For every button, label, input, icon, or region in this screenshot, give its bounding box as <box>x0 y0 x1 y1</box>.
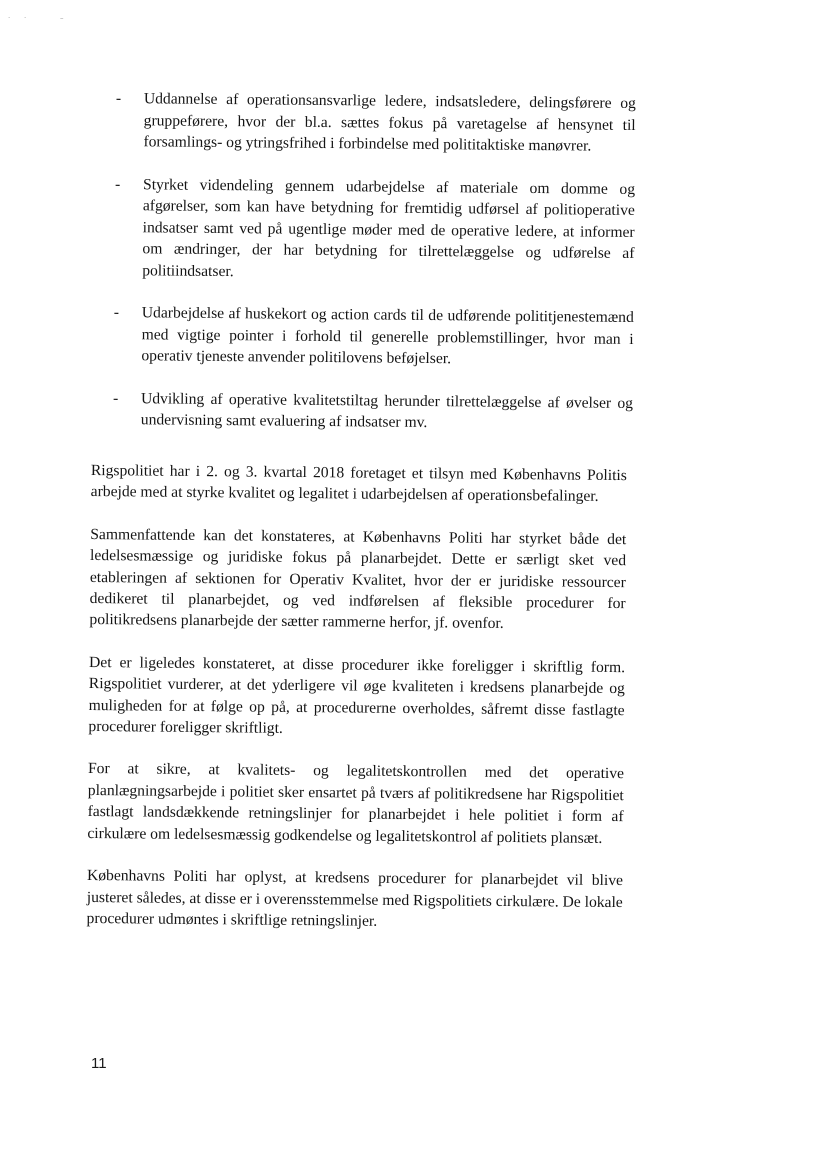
list-item <box>114 173 635 285</box>
bullet-text: Udvikling af operative kvalitetstiltag herunder tilrettelæggelse af øvelser og undervisning samt evaluering af indsatser mv. <box>140 389 634 432</box>
bullet-marker: - <box>114 175 121 193</box>
paragraph: Det er ligeledes konstateret, at disse procedurer ikke foreligger i skriftlig form. Rigspolitiet vurderer, at det yderligere vil øge kvaliteten i kredsens planarbejde og muligheden for at følge op på, at procedurerne overholdes, såfremt disse fastlagte procedurer foreligger skriftligt. <box>88 653 626 737</box>
scan-speck: · <box>8 14 11 22</box>
bullet-text: Styrket videndeling gennem udarbejdelse af materiale om domme og afgørelser, som kan have betydning for fremtidig udførsel af politioperative indsatser samt ved på ugentlige møder med de operative ledere, at informer om ændringer, der har betydning for tilrettelæggelse og udførelse af politiindsatser. <box>142 175 636 280</box>
bullet-marker: - <box>113 303 120 322</box>
scan-speck: · <box>24 14 27 22</box>
bullet-marker: - <box>115 89 122 108</box>
page-number: 11 <box>91 1055 107 1072</box>
bullet-marker: - <box>112 389 119 407</box>
paragraph: Københavns Politi har oplyst, at kredsens procedurer for planarbejdet vil blive justeret således, at disse er i overensstemmelse med Rigspolitiets cirkulære. De lokale procedurer udmøntes i skriftlige retningslinjer. <box>86 867 624 930</box>
bullet-list <box>113 88 636 456</box>
paragraph: For at sikre, at kvalitets- og legalitetskontrollen med det operative planlægningsarbejde i politiet sker ensartet på tværs af politikredsene har Rigspolitiet fastlagt landsdækkende retningslinjer for planarbejdet i hele politiet i form af cirkulære om ledelsesmæssig godkendelse og legalitetskontrol af politiets plansæt. <box>87 760 625 847</box>
body-text <box>86 460 627 955</box>
paragraph: Rigspolitiet har i 2. og 3. kvartal 2018 foretaget et tilsyn med Københavns Politis arbejde med at styrke kvalitet og legalitet i udarbejdelsen af operationsbefalinger. <box>90 461 627 506</box>
scan-speck: – <box>60 14 64 22</box>
list-item <box>113 387 633 435</box>
list-item <box>115 88 636 157</box>
paragraph: Sammenfattende kan det konstateres, at Københavns Politi har styrket både det ledelsesmæssige og juridiske fokus på planarbejdet. Dette er særligt sket ved etableringen af sektionen for Operativ Kvalitet, hvor der er juridiske ressourcer dedikeret til planarbejdet, og ved indførelsen af fleksible procedurer for politikredsens planarbejde der sætter rammerne herfor, jf. ovenfor. <box>89 525 627 633</box>
bullet-text: Udarbejdelse af huskekort og action cards til de udførende polititjenestemænd med vigtige pointer i forhold til generelle problemstillinger, hvor man i operativ tjeneste anvender politilovens beføjelser. <box>141 304 634 368</box>
bullet-text: Uddannelse af operationsansvarlige ledere, indsatsledere, delingsførere og gruppeførere, hvor der bl.a. sættes fokus på varetagelse af hensynet til forsamlings- og ytringsfrihed i forbindelse med polititaktiske manøvrer. <box>143 90 636 155</box>
list-item <box>113 302 634 371</box>
